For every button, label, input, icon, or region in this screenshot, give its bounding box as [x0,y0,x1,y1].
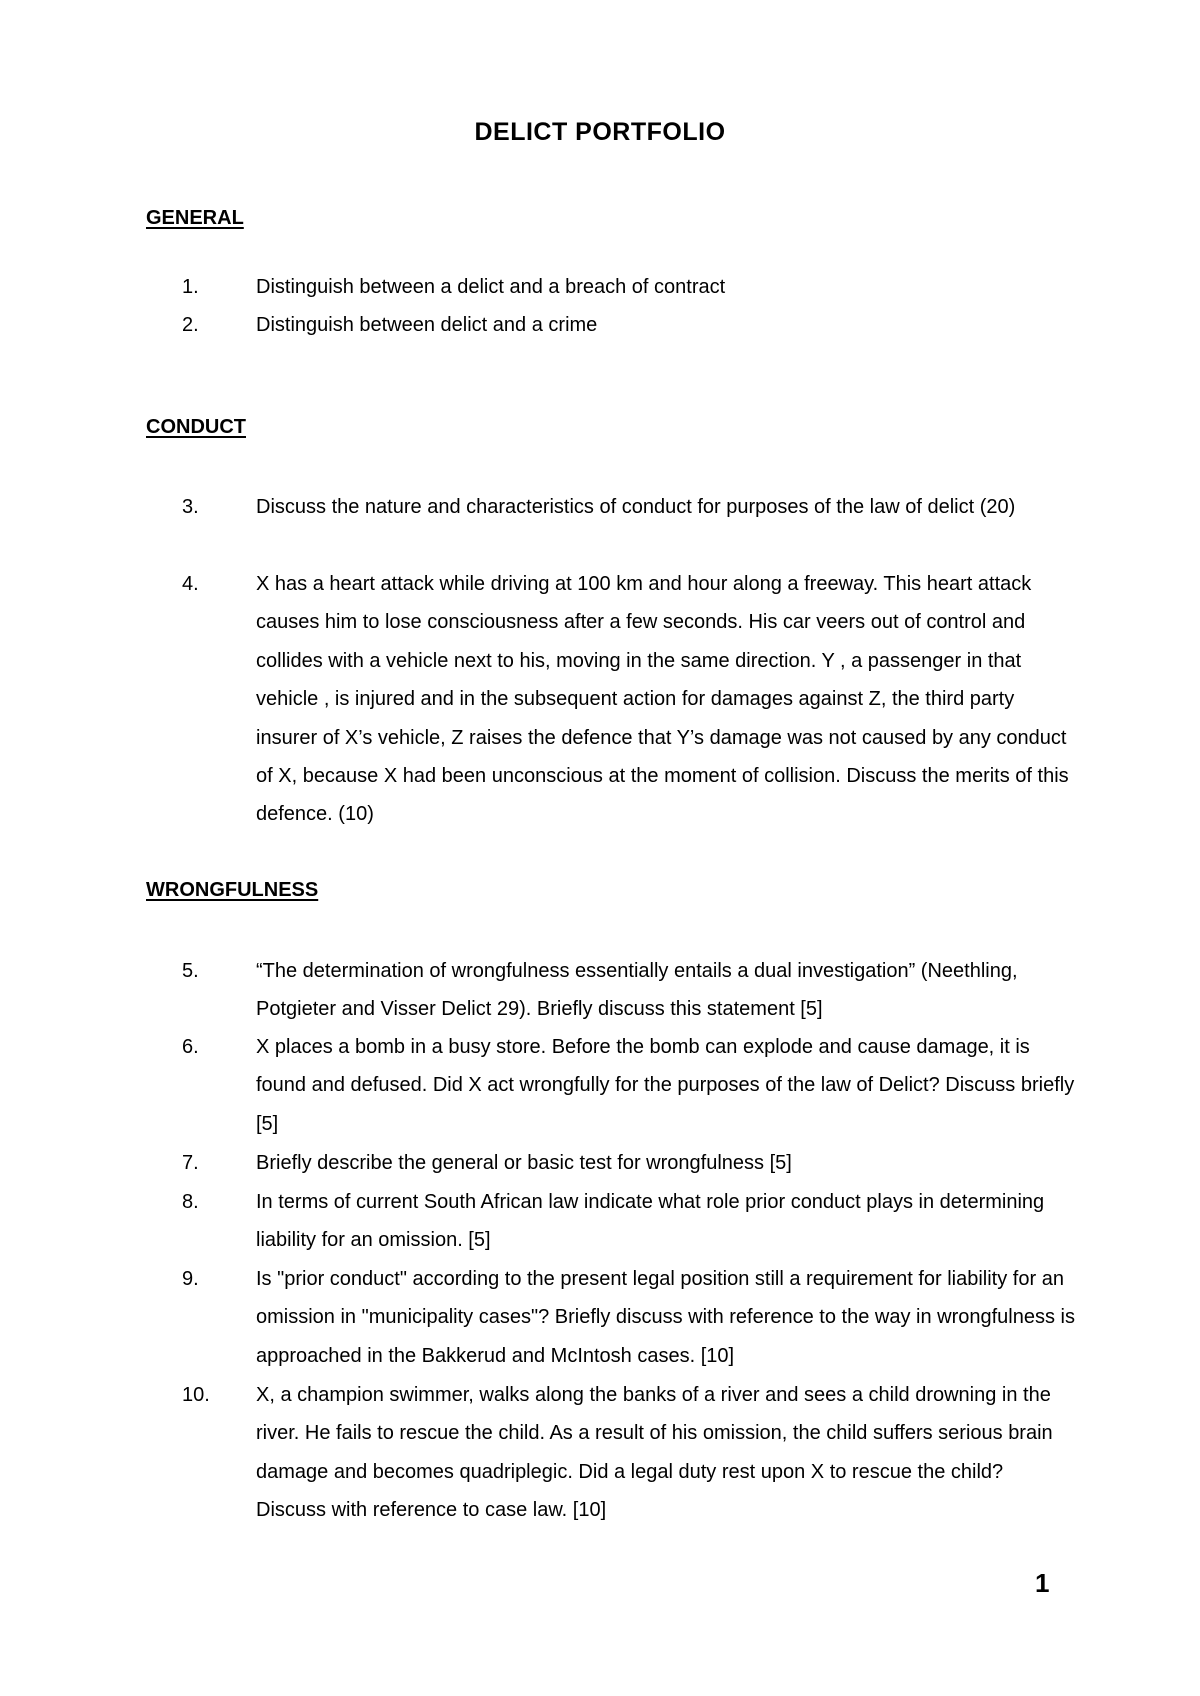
question-item [146,1144,1076,1182]
question-text: “The determination of wrongfulness essentially entails a dual investigation” (Neethling, Potgieter and Visser Delict 29). Briefly discuss this statement [5] [256,960,1018,1021]
question-item [146,1260,1076,1375]
question-number: 4. [182,573,199,595]
question-item [146,1028,1076,1143]
question-item [146,565,1076,834]
question-number: 8. [182,1191,199,1213]
section-heading-general: GENERAL [146,207,244,229]
question-item [146,1376,1076,1530]
question-number: 9. [182,1268,199,1290]
question-number: 6. [182,1036,199,1058]
question-item [146,952,1076,1029]
page-number: 1 [1035,1568,1050,1598]
question-item [146,488,1076,526]
section-heading-conduct: CONDUCT [146,416,246,438]
document-title: DELICT PORTFOLIO [474,118,726,146]
question-number: 7. [182,1152,199,1174]
question-text: Is "prior conduct" according to the present legal position still a requirement for liability for an omission in "municipality cases"? Briefly discuss with reference to the way in wrongfulness is approached in the Bakkerud and McIntosh cases. [10] [256,1268,1075,1367]
question-item [146,306,1076,344]
section-heading-wrongfulness: WRONGFULNESS [146,879,319,901]
question-number: 3. [182,496,199,518]
question-number: 5. [182,960,199,982]
question-text: X, a champion swimmer, walks along the banks of a river and sees a child drowning in the river. He fails to rescue the child. As a result of his omission, the child suffers serious brain damage and becomes quadriplegic. Did a legal duty rest upon X to rescue the child? Discuss with reference to case law. [10] [256,1384,1053,1522]
question-number: 10. [182,1384,210,1406]
question-item [146,1183,1076,1260]
question-item [146,268,1076,306]
question-text: Discuss the nature and characteristics of conduct for purposes of the law of delict (20) [256,496,1016,518]
question-text: X places a bomb in a busy store. Before the bomb can explode and cause damage, it is found and defused. Did X act wrongfully for the purposes of the law of Delict? Discuss briefly [5] [256,1036,1075,1135]
question-text: Briefly describe the general or basic test for wrongfulness [5] [256,1152,792,1174]
question-text: Distinguish between a delict and a breach of contract [256,276,726,298]
question-text: Distinguish between delict and a crime [256,314,598,336]
question-text: In terms of current South African law indicate what role prior conduct plays in determining liability for an omission. [5] [256,1191,1045,1252]
question-number: 2. [182,314,199,336]
question-number: 1. [182,276,199,298]
question-text: X has a heart attack while driving at 100 km and hour along a freeway. This heart attack causes him to lose consciousness after a few seconds. His car veers out of control and collides with a vehicle next to his, moving in the same direction. Y , a passenger in that vehicle , is injured and in the subsequent action for damages against Z, the third party insurer of X’s vehicle, Z raises the defence that Y’s damage was not caused by any conduct of X, because X had been unconscious at the moment of collision. Discuss the merits of this defence. (10) [256,573,1069,826]
